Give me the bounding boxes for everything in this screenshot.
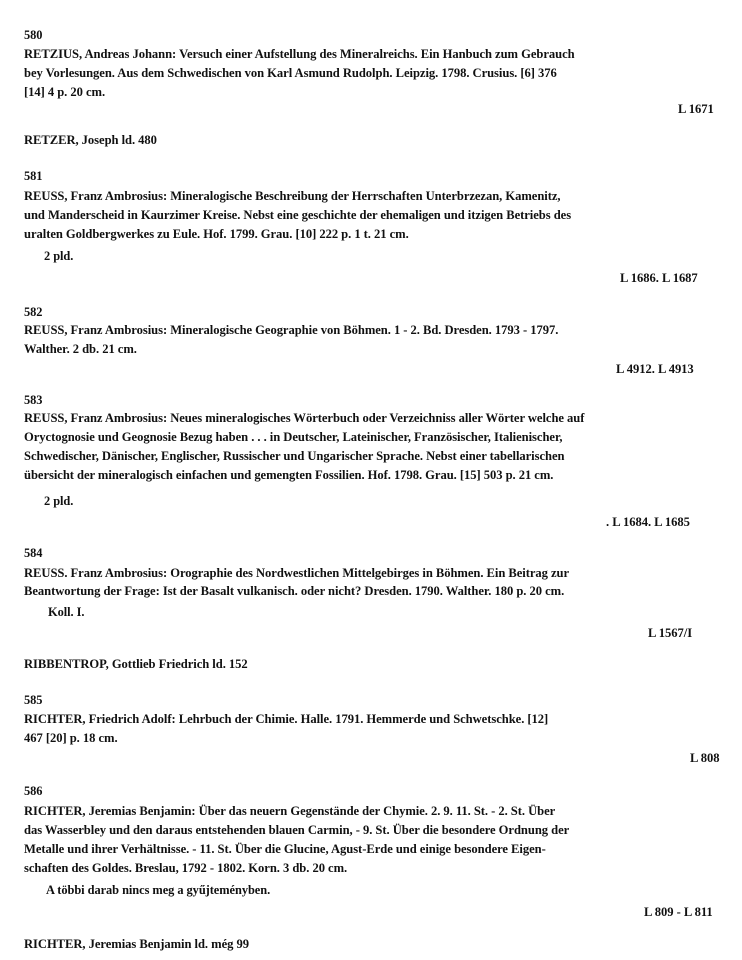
entry-text-line: schaften des Goldes. Breslau, 1792 - 1802. Korn. 3 db. 20 cm. <box>24 861 348 875</box>
entry-text-line: Metalle und ihrer Verhältnisse. - 11. St. Über die Glucine, Agust-Erde und einige besondere Eigen- <box>24 842 546 856</box>
entry-text-line: Walther. 2 db. 21 cm. <box>24 342 137 356</box>
entry-text-line: 467 [20] p. 18 cm. <box>24 731 118 745</box>
cross-reference: RIBBENTROP, Gottlieb Friedrich ld. 152 <box>24 657 248 671</box>
entry-number: 581 <box>24 169 43 183</box>
entry-text-line: RICHTER, Friedrich Adolf: Lehrbuch der Chimie. Halle. 1791. Hemmerde und Schwetschke. [12] <box>24 712 549 726</box>
entry-text-line: RETZIUS, Andreas Johann: Versuch einer Aufstellung des Mineralreichs. Ein Hanbuch zum Gebrauch <box>24 47 575 61</box>
entry-note: 2 pld. <box>44 249 74 263</box>
entry-text-line: [14] 4 p. 20 cm. <box>24 85 106 99</box>
cross-reference: RICHTER, Jeremias Benjamin ld. még 99 <box>24 937 249 951</box>
entry-text-line: das Wasserbley und den daraus entstehenden blauen Carmin, - 9. St. Über die besondere Ordnung der <box>24 823 570 837</box>
entry-text-line: übersicht der mineralogisch einfachen und gemengten Fossilien. Hof. 1798. Grau. [15] 503 p. 21 cm. <box>24 468 554 482</box>
entry-text-line: REUSS, Franz Ambrosius: Mineralogische Geographie von Böhmen. 1 - 2. Bd. Dresden. 1793 - 1797. <box>24 323 559 337</box>
entry-text-line: REUSS. Franz Ambrosius: Orographie des Nordwestlichen Mittelgebirges in Böhmen. Ein Beitrag zur <box>24 566 570 580</box>
entry-text-line: Oryctognosie und Geognosie Bezug haben . . . in Deutscher, Lateinischer, Französischer, Italienischer, <box>24 430 563 444</box>
shelf-signature: L 1671 <box>678 102 714 116</box>
entry-text-line: uralten Goldbergwerkes zu Eule. Hof. 1799. Grau. [10] 222 p. 1 t. 21 cm. <box>24 227 409 241</box>
entry-text-line: RICHTER, Jeremias Benjamin: Über das neuern Gegenstände der Chymie. 2. 9. 11. St. - 2. St. Über <box>24 804 556 818</box>
entry-number: 583 <box>24 393 43 407</box>
entry-text-line: bey Vorlesungen. Aus dem Schwedischen von Karl Asmund Rudolph. Leipzig. 1798. Crusius. [6] 376 <box>24 66 557 80</box>
entry-text-line: Beantwortung der Frage: Ist der Basalt vulkanisch. oder nicht? Dresden. 1790. Walther. 180 p. 20 cm. <box>24 584 565 598</box>
entry-number: 585 <box>24 693 43 707</box>
entry-note: 2 pld. <box>44 494 74 508</box>
entry-text-line: REUSS, Franz Ambrosius: Mineralogische Beschreibung der Herrschaften Unterbrzezan, Kamenitz, <box>24 189 561 203</box>
entry-text-line: REUSS, Franz Ambrosius: Neues mineralogisches Wörterbuch oder Verzeichniss aller Wörter welche auf <box>24 411 585 425</box>
entry-text-line: Schwedischer, Dänischer, Englischer, Russischer und Ungarischer Sprache. Nebst einer tabellarischen <box>24 449 565 463</box>
shelf-signature: L 809 - L 811 <box>644 905 713 919</box>
entry-number: 580 <box>24 28 43 42</box>
entry-note: Koll. I. <box>48 605 85 619</box>
shelf-signature: L 1567/I <box>648 626 693 640</box>
cross-reference: RETZER, Joseph ld. 480 <box>24 133 157 147</box>
shelf-signature: L 1686. L 1687 <box>620 271 698 285</box>
entry-text-line: und Manderscheid in Kaurzimer Kreise. Nebst eine geschichte der ehemaligen und itzigen Betriebs des <box>24 208 572 222</box>
shelf-signature: L 808 <box>690 751 720 765</box>
entry-number: 584 <box>24 546 43 560</box>
shelf-signature: L 4912. L 4913 <box>616 362 694 376</box>
entry-number: 582 <box>24 305 43 319</box>
entry-note: A többi darab nincs meg a gyűjteményben. <box>46 883 271 897</box>
shelf-signature: . L 1684. L 1685 <box>606 515 690 529</box>
entry-number: 586 <box>24 784 43 798</box>
